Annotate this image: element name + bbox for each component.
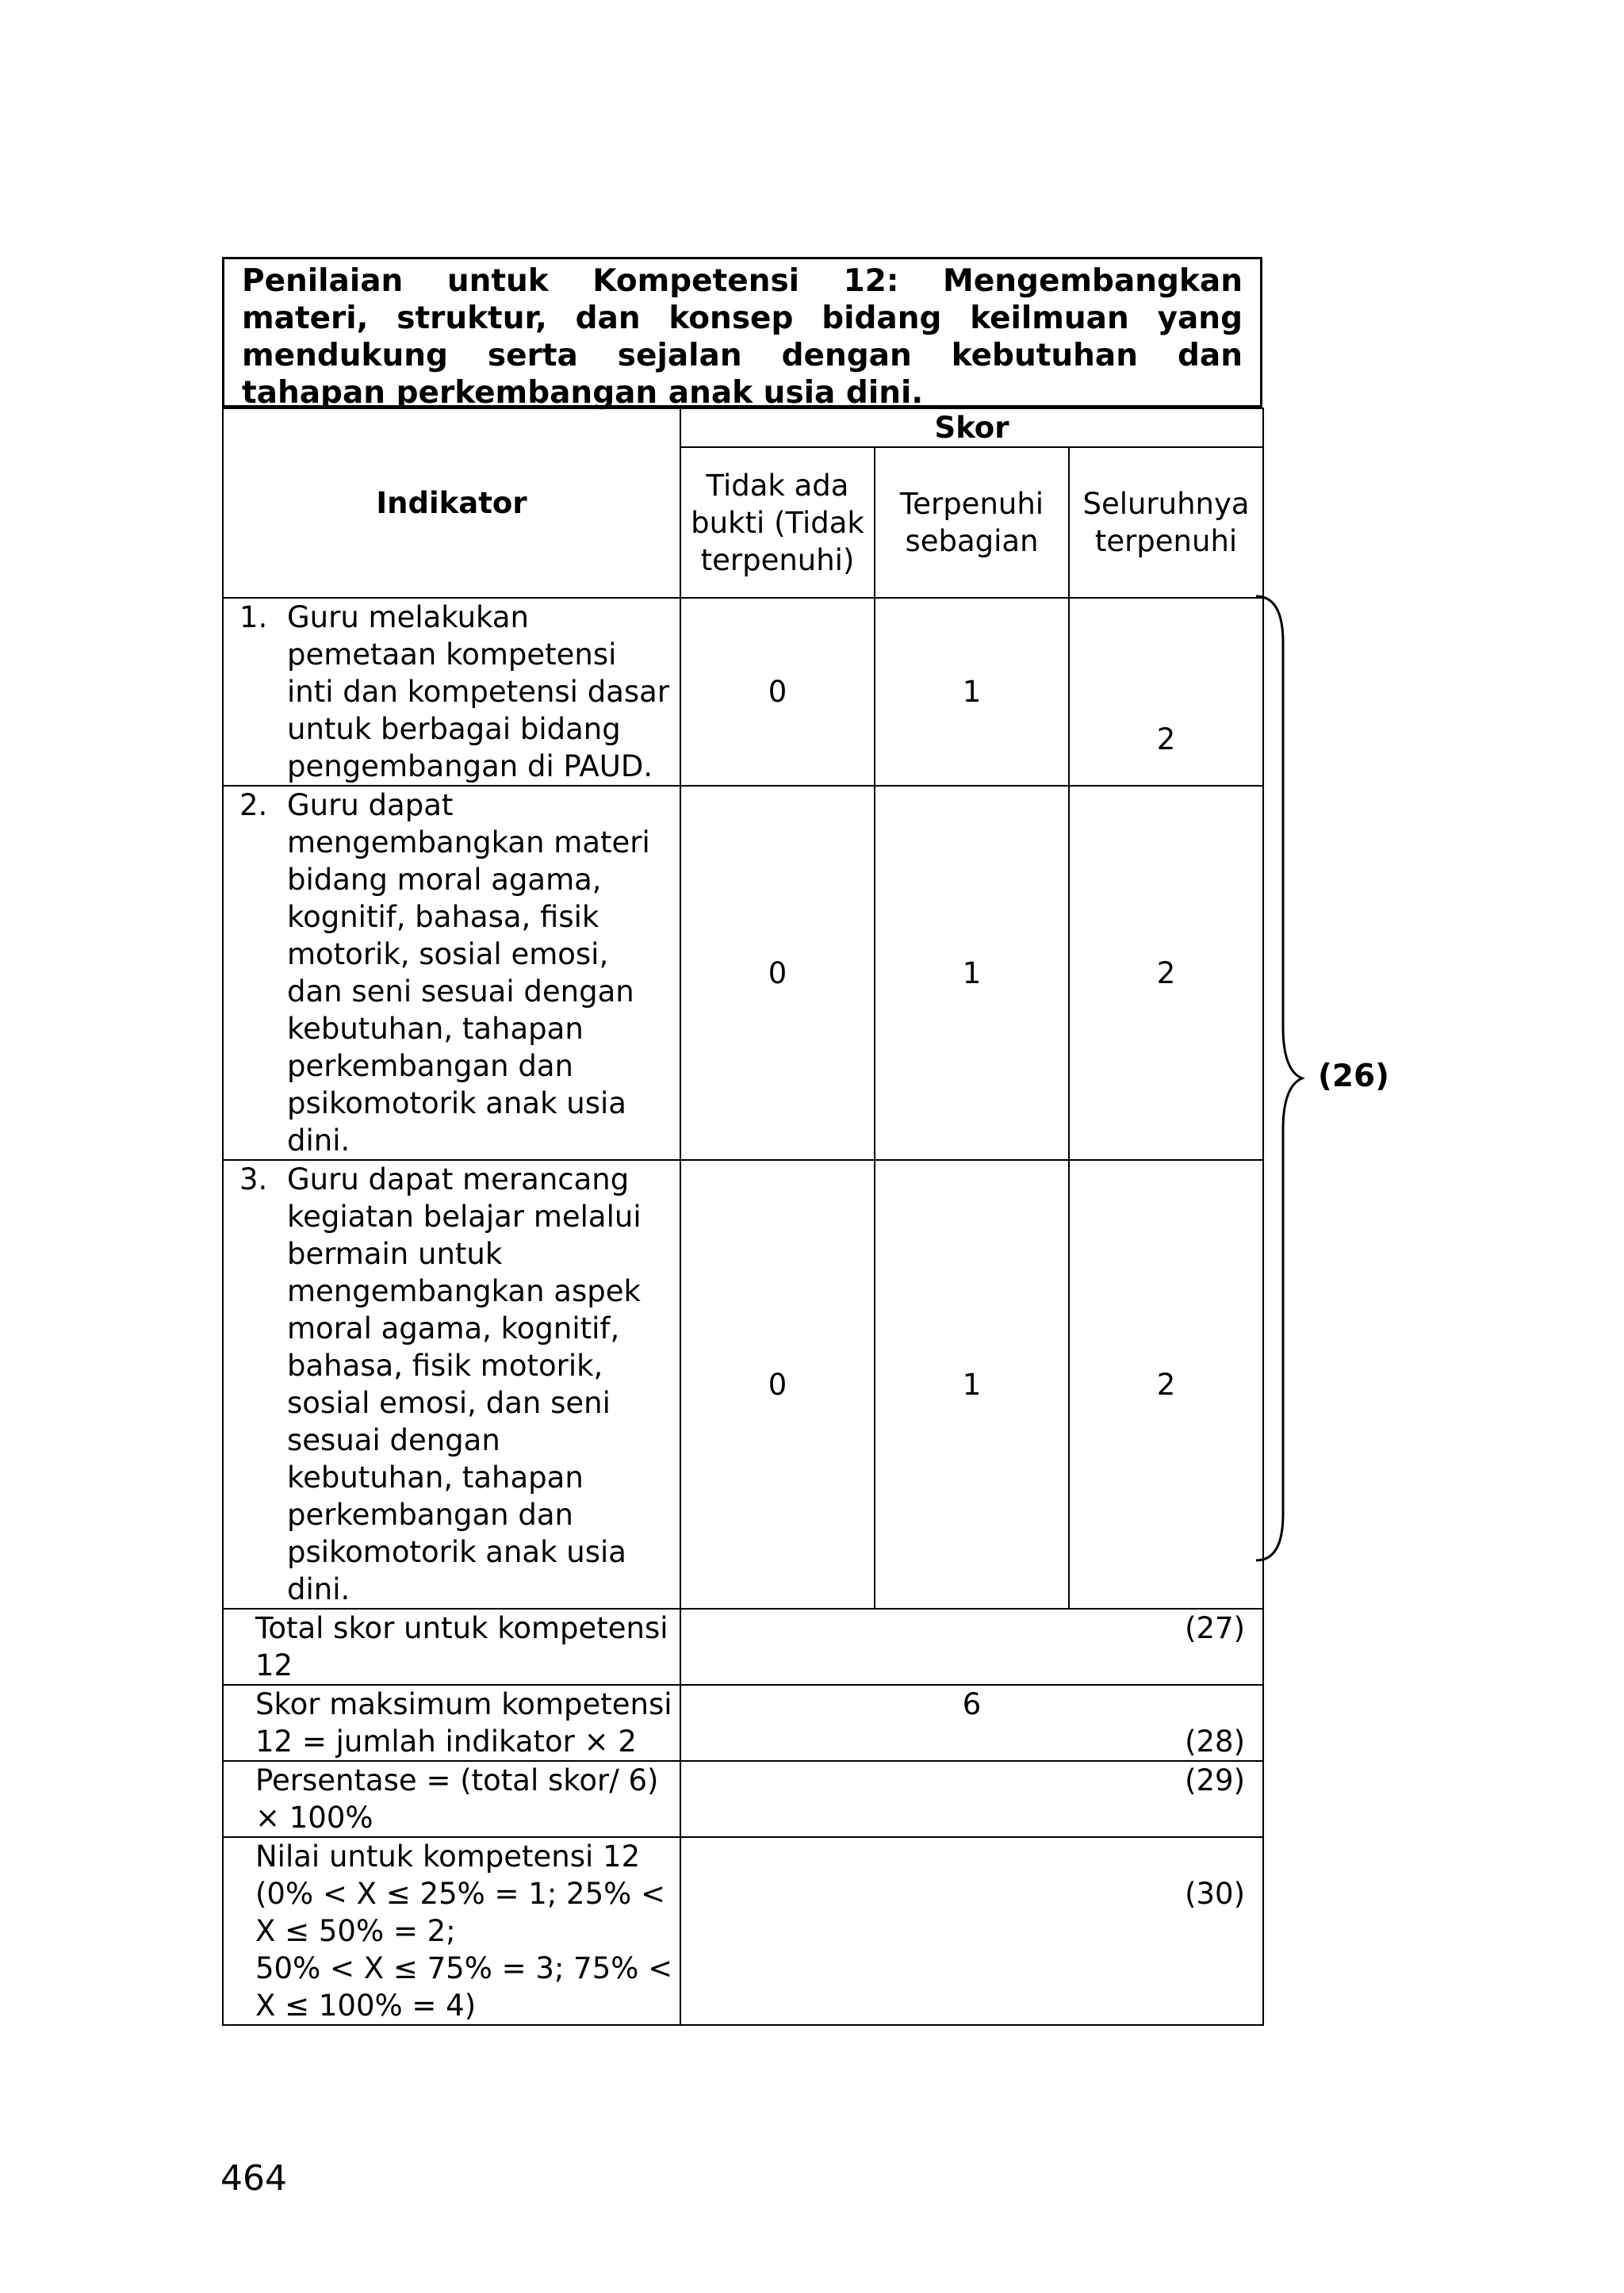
score-partial: 1 bbox=[875, 786, 1069, 1160]
score-none: 0 bbox=[680, 598, 875, 786]
score-full: 2 bbox=[1069, 1160, 1263, 1609]
total-row bbox=[223, 1609, 1263, 1685]
indicator-number: 1. bbox=[239, 600, 268, 634]
indicator-cell bbox=[223, 786, 680, 1160]
indicator-cell bbox=[223, 1160, 680, 1609]
grade-ref: (30) bbox=[1185, 1877, 1246, 1911]
max-score-value-cell bbox=[680, 1685, 1263, 1761]
table-row bbox=[223, 598, 1263, 786]
total-value-cell bbox=[680, 1609, 1263, 1685]
percentage-row bbox=[223, 1761, 1263, 1837]
score-full: 2 bbox=[1069, 598, 1263, 786]
percentage-label: Persentase = (total skor/ 6) × 100% bbox=[223, 1761, 680, 1837]
total-label: Total skor untuk kompetensi 12 bbox=[223, 1609, 680, 1685]
col-partial-header: Terpenuhi sebagian bbox=[875, 447, 1069, 598]
right-brace bbox=[1254, 595, 1318, 1562]
grade-row bbox=[223, 1837, 1263, 2025]
grade-value-cell bbox=[680, 1837, 1263, 2025]
grade-label-line: 50% < X ≤ 75% = 3; 75% < X ≤ 100% = 4) bbox=[255, 1951, 673, 2023]
max-score-row bbox=[223, 1685, 1263, 1761]
indicator-number: 2. bbox=[239, 788, 268, 822]
score-partial: 1 bbox=[875, 1160, 1069, 1609]
table-row bbox=[223, 1160, 1263, 1609]
max-score-value: 6 bbox=[962, 1687, 982, 1721]
indicator-text: Guru dapat mengembangkan materi bidang moral agama, kognitif, bahasa, fisik motorik, sosial emosi, dan seni sesuai dengan kebutuhan, tahapan perkembangan dan psikomotorik anak usia dini. bbox=[287, 788, 650, 1158]
grade-label-line: Nilai untuk kompetensi 12 bbox=[255, 1839, 641, 1874]
page-number: 464 bbox=[220, 2158, 287, 2199]
indicator-text: Guru dapat merancang kegiatan belajar melalui bermain untuk mengembangkan aspek moral agama, kognitif, bahasa, fisik motorik, sosial emosi, dan seni sesuai dengan kebutuhan, tahapan perkembangan dan psikomotorik anak usia dini. bbox=[287, 1162, 642, 1606]
grade-label bbox=[223, 1837, 680, 2025]
max-score-ref: (28) bbox=[1185, 1725, 1246, 1759]
score-partial: 1 bbox=[875, 598, 1069, 786]
indicator-text: Guru melakukan pemetaan kompetensi inti dan kompetensi dasar untuk berbagai bidang pengembangan di PAUD. bbox=[287, 600, 670, 783]
grade-label-line: (0% < X ≤ 25% = 1; 25% < X ≤ 50% = 2; bbox=[255, 1877, 666, 1948]
score-none: 0 bbox=[680, 1160, 875, 1609]
indicator-header: Indikator bbox=[223, 408, 680, 598]
percentage-ref: (29) bbox=[1185, 1763, 1246, 1797]
score-full: 2 bbox=[1069, 786, 1263, 1160]
col-none-header: Tidak ada bukti (Tidak terpenuhi) bbox=[680, 447, 875, 598]
indicator-number: 3. bbox=[239, 1162, 268, 1196]
col-full-header: Seluruhnya terpenuhi bbox=[1069, 447, 1263, 598]
table-row bbox=[223, 786, 1263, 1160]
percentage-value-cell bbox=[680, 1761, 1263, 1837]
indicator-cell bbox=[223, 598, 680, 786]
competency-title: Penilaian untuk Kompetensi 12: Mengembangkan materi, struktur, dan konsep bidang keilmuan yang mendukung serta sejalan dengan kebutuhan dan tahapan perkembangan anak usia dini. bbox=[222, 257, 1262, 408]
total-ref: (27) bbox=[1185, 1611, 1246, 1645]
score-header: Skor bbox=[680, 408, 1263, 447]
brace-label: (26) bbox=[1318, 1058, 1389, 1094]
assessment-table bbox=[222, 408, 1264, 2026]
score-none: 0 bbox=[680, 786, 875, 1160]
max-score-label: Skor maksimum kompetensi 12 = jumlah indikator × 2 bbox=[223, 1685, 680, 1761]
